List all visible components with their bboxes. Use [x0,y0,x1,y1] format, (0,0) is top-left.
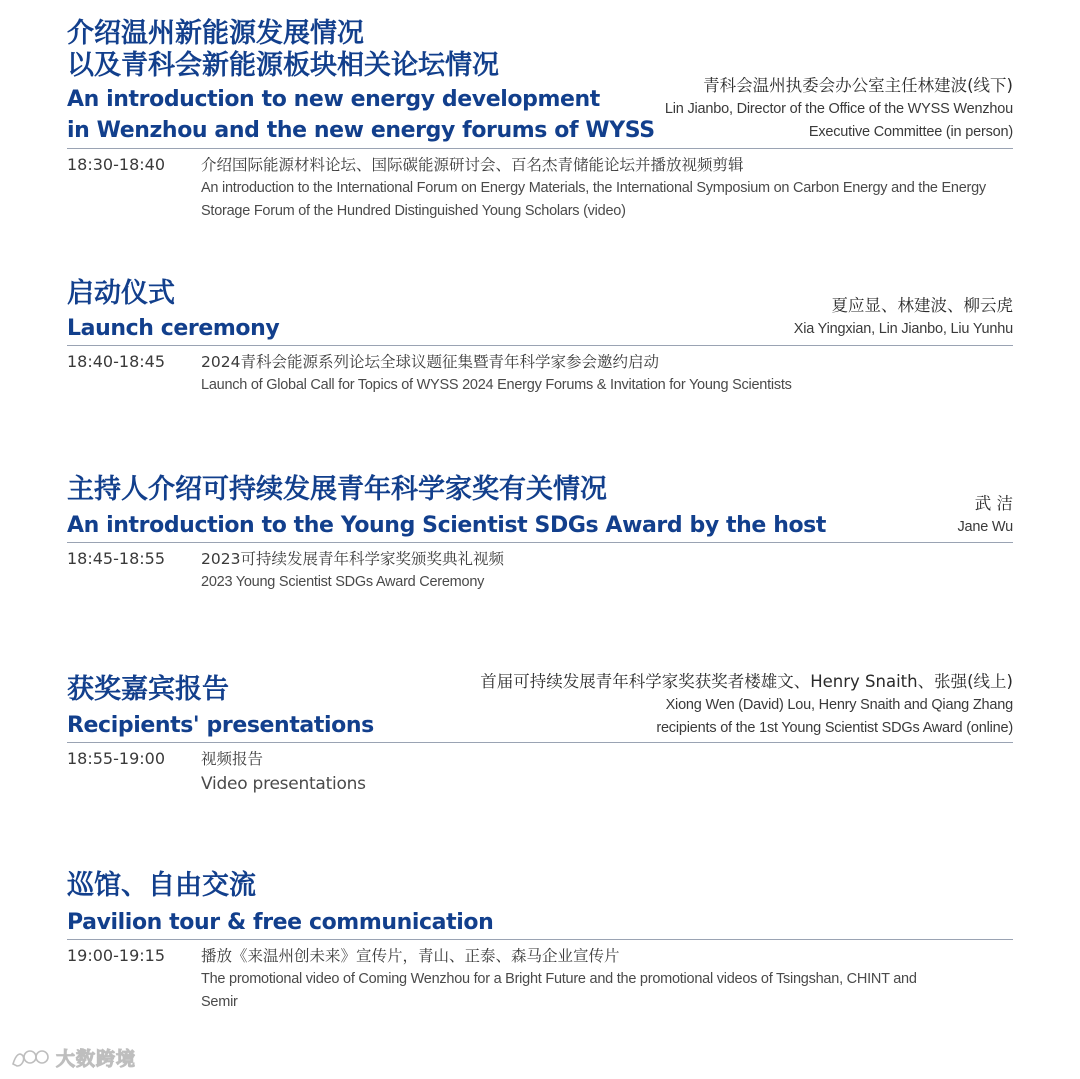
section-title-en-line: in Wenzhou and the new energy forums of WYSS [67,118,655,143]
item-description [201,153,1013,223]
section-title-en [67,510,826,541]
item-description-en: Video presentations [201,774,366,794]
section-title-en [67,907,493,938]
item-time: 18:45-18:55 [67,549,165,568]
item-time: 18:55-19:00 [67,749,165,768]
speaker-name-cn: 青科会温州执委会办公室主任林建波(线下) [703,76,1013,95]
section-title-cn-line: 主持人介绍可持续发展青年科学家奖有关情况 [67,474,607,505]
agenda-section-wenzhou-intro [67,18,1013,228]
item-description [201,944,941,1014]
section-title-en-line: An introduction to new energy development [67,87,600,112]
speaker-name-en: Jane Wu [957,519,1013,535]
agenda-section-recipients [67,670,1013,810]
item-description-cn: 介绍国际能源材料论坛、国际碳能源研讨会、百名杰青储能论坛并播放视频剪辑 [201,156,744,174]
section-divider [67,939,1013,940]
agenda-section-launch [67,278,1013,408]
item-description [201,747,1013,798]
section-title-en [67,710,374,741]
section-title-en-line: Recipients' presentations [67,713,374,738]
speaker-name-cn: 夏应显、林建波、柳云虎 [831,296,1013,315]
section-divider [67,542,1013,543]
watermark-text: 大数跨境 [56,1048,137,1070]
watermark [10,1044,136,1071]
item-description-en: The promotional video of Coming Wenzhou for a Bright Future and the promotional videos of Tsingshan, CHINT and Semir [201,971,917,1010]
speaker-name-cn: 首届可持续发展青年科学家奖获奖者楼雄文、Henry Snaith、张强(线上) [480,672,1013,691]
item-description-cn: 2023可持续发展青年科学家奖颁奖典礼视频 [201,550,504,568]
section-title-cn-line: 介绍温州新能源发展情况 [67,18,364,49]
item-time: 18:40-18:45 [67,352,165,371]
item-description [201,350,1013,397]
section-title-cn [67,870,256,902]
speaker-name-cn: 武 洁 [974,494,1013,513]
speaker-info [957,492,1013,539]
section-title-en-line: Launch ceremony [67,316,280,341]
section-title-cn-line: 获奖嘉宾报告 [67,674,229,705]
item-time: 19:00-19:15 [67,946,165,965]
section-title-en [67,313,279,344]
section-title-cn [67,674,229,706]
agenda-section-pavilion-tour [67,870,1013,1020]
section-title-cn [67,474,607,506]
item-description-en: Launch of Global Call for Topics of WYSS 2024 Energy Forums & Invitation for Young Scientists [201,377,792,393]
section-title-cn-line: 以及青科会新能源板块相关论坛情况 [67,50,499,81]
section-title-cn [67,278,175,310]
speaker-name-en: Lin Jianbo, Director of the Office of the WYSS Wenzhou [664,101,1013,117]
section-title-en-line: An introduction to the Young Scientist SDGs Award by the host [67,513,826,538]
section-divider [67,148,1013,149]
item-description [201,547,1013,594]
section-title-cn [67,18,499,82]
item-description-en: An introduction to the International Forum on Energy Materials, the International Symposium on Carbon Energy and the Energy Storage Forum of the Hundred Distinguished Young Scholars (video) [201,180,986,219]
item-description-cn: 播放《来温州创未来》宣传片，青山、正泰、森马企业宣传片 [201,947,620,965]
speaker-name-en: recipients of the 1st Young Scientist SDGs Award (online) [656,720,1013,736]
watermark-logo-icon [10,1046,50,1070]
speaker-info [480,670,1013,740]
section-divider [67,742,1013,743]
item-time: 18:30-18:40 [67,155,165,174]
speaker-info [794,294,1013,341]
agenda-section-sdgs-award [67,474,1013,604]
item-description-en: 2023 Young Scientist SDGs Award Ceremony [201,574,485,590]
section-divider [67,345,1013,346]
section-title-cn-line: 巡馆、自由交流 [67,870,256,901]
section-title-en-line: Pavilion tour & free communication [67,910,494,935]
speaker-name-en: Xiong Wen (David) Lou, Henry Snaith and Qiang Zhang [665,697,1013,713]
section-title-en [67,84,655,146]
section-title-cn-line: 启动仪式 [67,278,175,309]
item-description-cn: 2024青科会能源系列论坛全球议题征集暨青年科学家参会邀约启动 [201,353,659,371]
speaker-name-en: Executive Committee (in person) [808,124,1013,140]
speaker-info [665,74,1013,144]
speaker-name-en: Xia Yingxian, Lin Jianbo, Liu Yunhu [793,321,1013,337]
item-description-cn: 视频报告 [201,750,264,768]
